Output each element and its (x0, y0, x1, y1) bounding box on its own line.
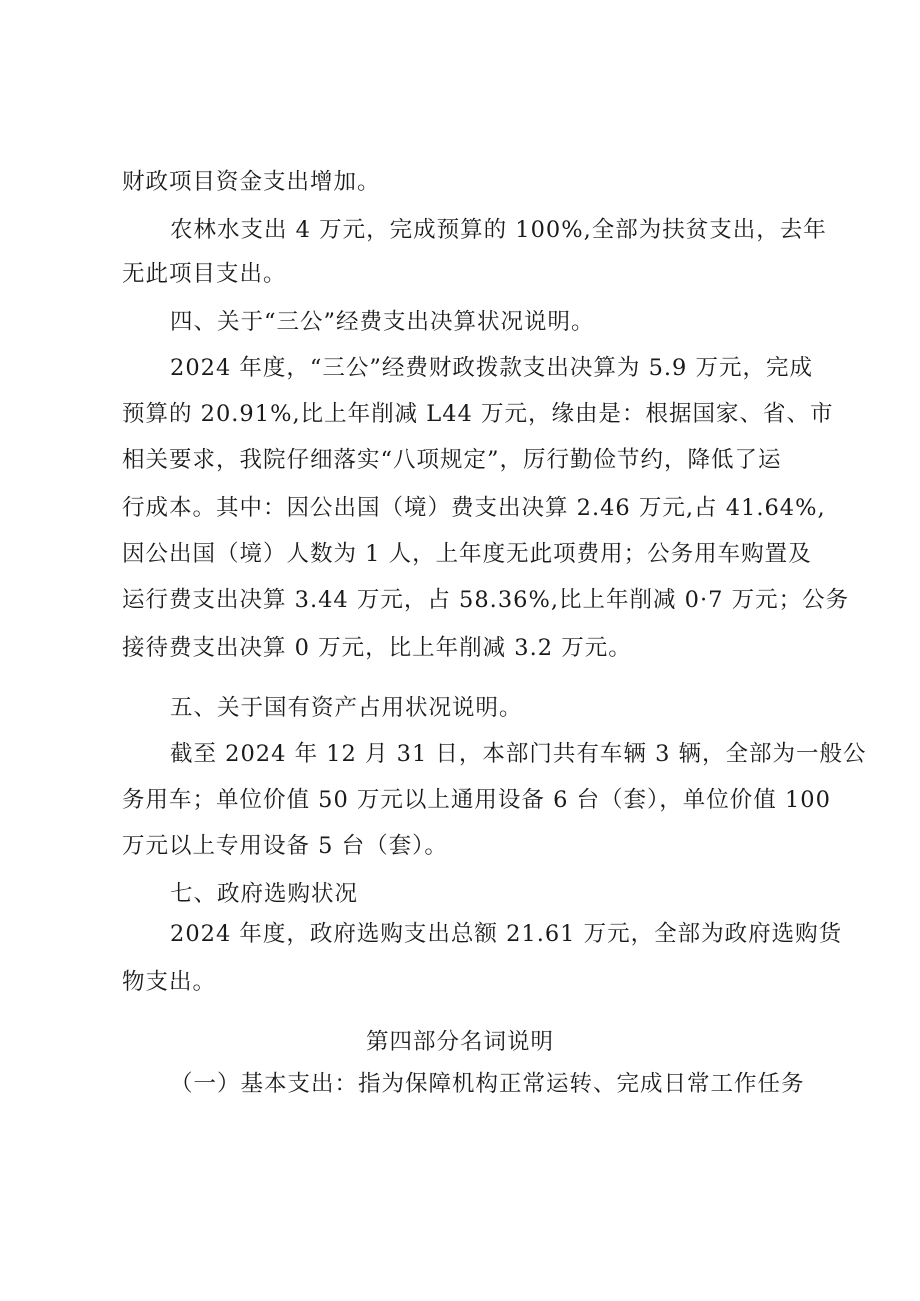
paragraph-line: 因公出国（境）人数为 1 人，上年度无此项费用；公务用车购置及 (122, 541, 812, 567)
part-title: 第四部分名词说明 (365, 1029, 554, 1055)
section-heading: 五、关于国有资产占用状况说明。 (170, 695, 523, 721)
section-heading: 四、关于“三公”经费支出决算状况说明。 (170, 309, 595, 335)
paragraph-line: 2024 年度，“三公”经费财政拨款支出决算为 5.9 万元，完成 (170, 355, 814, 381)
paragraph-line: 运行费支出决算 3.44 万元，占 58.36%,比上年削减 0·7 万元；公务 (122, 587, 850, 613)
paragraph-line: （一）基本支出：指为保障机构正常运转、完成日常工作任务 (170, 1071, 805, 1097)
section-heading: 七、政府选购状况 (170, 881, 359, 907)
paragraph-line: 无此项目支出。 (122, 261, 287, 287)
paragraph-line: 接待费支出决算 0 万元，比上年削减 3.2 万元。 (122, 635, 632, 661)
paragraph-line: 务用车；单位价值 50 万元以上通用设备 6 台（套），单位价值 100 (122, 787, 831, 813)
paragraph-line: 相关要求，我院仔细落实“八项规定”，厉行勤俭节约，降低了运 (122, 447, 782, 473)
paragraph-line: 截至 2024 年 12 月 31 日，本部门共有车辆 3 辆，全部为一般公 (170, 741, 867, 767)
paragraph-line: 物支出。 (122, 969, 217, 995)
paragraph-line: 农林水支出 4 万元，完成预算的 100%,全部为扶贫支出，去年 (170, 217, 827, 243)
paragraph-line: 财政项目资金支出增加。 (122, 169, 381, 195)
paragraph-line: 预算的 20.91%,比上年削减 L44 万元，缘由是：根据国家、省、市 (122, 401, 834, 427)
paragraph-line: 行成本。其中：因公出国（境）费支出决算 2.46 万元,占 41.64%, (122, 495, 826, 521)
paragraph-line: 万元以上专用设备 5 台（套）。 (122, 833, 448, 859)
paragraph-line: 2024 年度，政府选购支出总额 21.61 万元，全部为政府选购货 (170, 921, 843, 947)
